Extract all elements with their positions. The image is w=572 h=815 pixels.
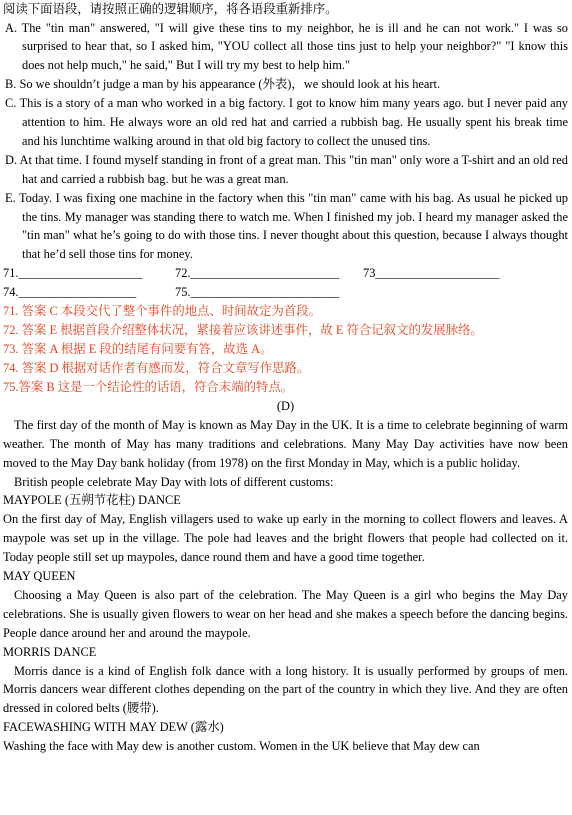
answer-73: 73. 答案 A 根据 E 段的结尾有问要有答，故选 A。	[3, 342, 273, 357]
heading-may-queen: MAY QUEEN	[3, 569, 76, 584]
answer-75: 75.答案 B 这是一个结论性的话语，符合末端的特点。	[3, 380, 294, 395]
blank-74[interactable]: 74.___________________	[3, 285, 137, 300]
blank-71[interactable]: 71.____________________	[3, 266, 143, 281]
passage-paragraph-2: British people celebrate May Day with lots of different customs:	[14, 474, 334, 489]
passage-paragraph-1: The first day of the month of May is known as May Day in the UK. It is a time to celebrate beginning of warm weather. The month of May has many traditions and celebrations. Many May Day activities have now been moved to the May Day bank holiday (from 1978) on the first Monday in May, which is a public holiday.	[3, 417, 568, 470]
option-c: C. This is a story of a man who worked in a big factory. I got to know him many years ago. but I never paid any attention to him. He always wore an old red hat and carried a rubbish bag. He usually spent his break time and his lunchtime walking around in that old big factory to collect the unused tins.	[5, 96, 568, 148]
option-e: E. Today. I was fixing one machine in the factory when this "tin man" came with his bag. As usual he picked up the tins. My manager was standing there to watch me. When I finished my job. I heard my manager asked the "tin man" what he’s going to do with those tins. I never thought about this question, because I always thought that he’d sell those tins for money.	[5, 190, 568, 262]
blank-73[interactable]: 73____________________	[363, 266, 500, 281]
heading-morris-dance: MORRIS DANCE	[3, 644, 97, 659]
answer-71: 71. 答案 C 本段交代了整个事件的地点、时间故定为首段。	[3, 304, 322, 319]
answer-blanks-row-1	[3, 264, 568, 283]
heading-maypole: MAYPOLE (五朔节花柱) DANCE	[3, 493, 181, 508]
option-a: A. The "tin man" answered, "I will give these tins to my neighbor, he is ill and he can not work." I was so surprised to hear that, so I asked him, "YOU collect all those tins just to help your neighbor?" "I know this does not help much," he said," But I will try my best to help him."	[5, 20, 568, 73]
passage-paragraph-6: Washing the face with May dew is another custom. Women in the UK believe that May dew can	[3, 739, 480, 754]
option-b: B. So we shouldn’t judge a man by his appearance (外表)，we should look at his heart.	[5, 77, 441, 92]
passage-paragraph-4: Choosing a May Queen is also part of the celebration. The May Queen is a girl who begins the May Day celebrations. She is usually given flowers to wear on her head and she makes a speech before the dancing begins. People dance around her and around the maypole.	[3, 587, 568, 640]
passage-paragraph-5: Morris dance is a kind of English folk dance with a long history. It is usually performed by groups of men. Morris dancers wear different clothes depending on the part of the country in which they live. And they are often dressed in colored belts (腰带).	[3, 663, 568, 716]
option-d: D. At that time. I found myself standing in front of a great man. This "tin man" only wore a T-shirt and an old red hat and carried a rubbish bag. but he was a great man.	[5, 152, 568, 186]
answer-blanks-row-2	[3, 283, 568, 302]
answer-72: 72. 答案 E 根据首段介绍整体状况，紧接着应该讲述事件，故 E 符合记叙文的发展脉络。	[3, 323, 483, 338]
instruction-text: 阅读下面语段，请按照正确的逻辑顺序，将各语段重新排序。	[3, 2, 338, 16]
answer-74: 74. 答案 D 根据对话作者有感而发，符合文章写作思路。	[3, 361, 310, 376]
passage-paragraph-3: On the first day of May, English villagers used to wake up early in the morning to collect flowers and leaves. A maypole was set up in the village. The pole had leaves and the bright flowers that people had collected on it. Today people still set up maypoles, dance round them and have a good time together.	[3, 512, 568, 565]
blank-75[interactable]: 75.________________________	[175, 285, 340, 300]
heading-facewashing: FACEWASHING WITH MAY DEW (露水)	[3, 720, 224, 735]
section-title: (D)	[276, 399, 295, 414]
blank-72[interactable]: 72.________________________	[175, 266, 340, 281]
